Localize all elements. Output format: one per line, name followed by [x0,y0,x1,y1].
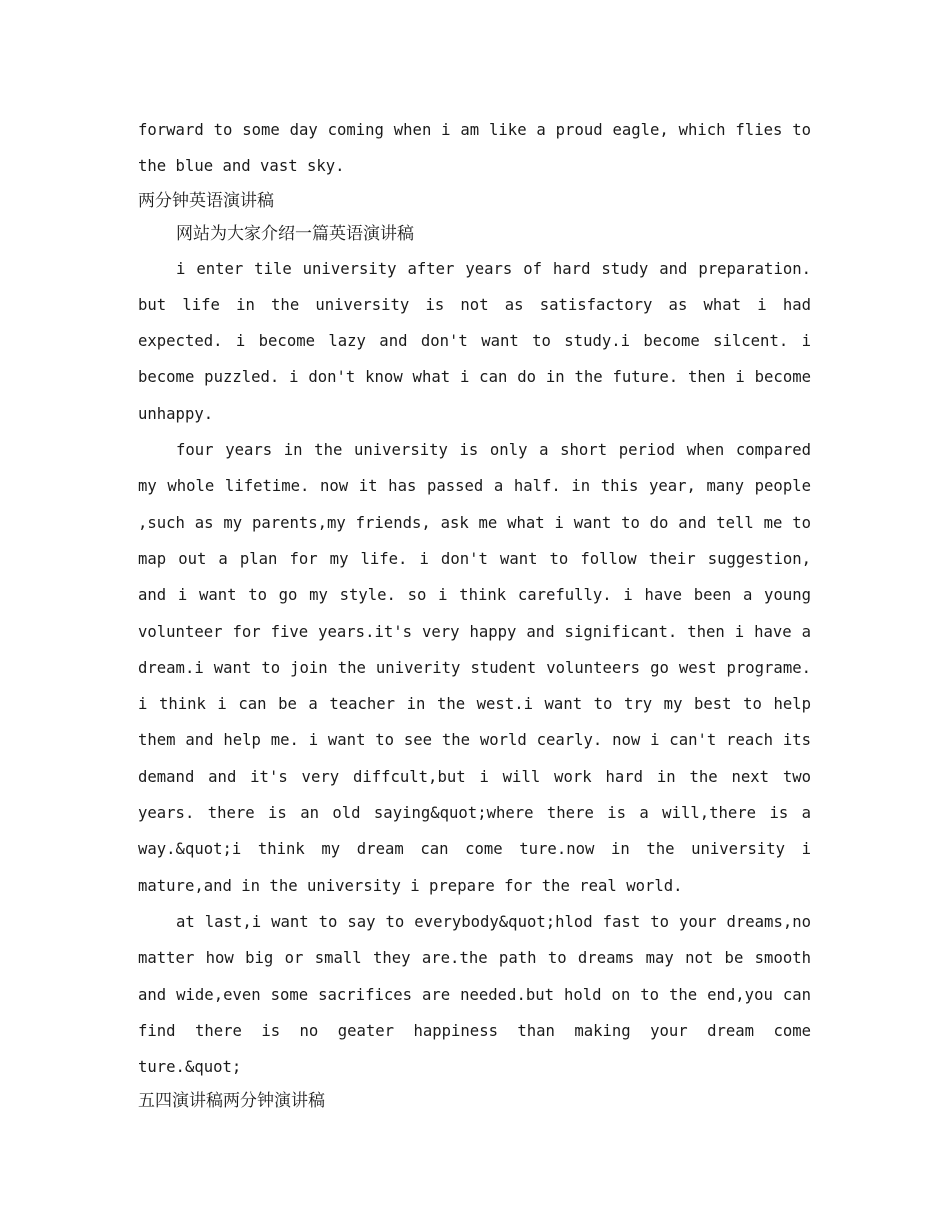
continued-paragraph: forward to some day coming when i am like a proud eagle, which flies to the blue and vast sky. [138,121,811,176]
section-heading: 两分钟英语演讲稿 [138,190,274,211]
body-paragraph-1: i enter tile university after years of hard study and preparation. but life in the university is not as satisfactory as what i had expected. i become lazy and don't want to study.i become silcent. i become puzzled. i don't know what i can do in the future. then i become unhappy. [138,259,811,423]
document-page [138,112,811,1118]
body-paragraph-3: at last,i want to say to everybody&quot;hlod fast to your dreams,no matter how big or small they are.the path to dreams may not be smooth and wide,even some sacrifices are needed.but hold on to the end,you can find there is no geater happiness than making your dream come ture.&quot; [138,912,811,1077]
next-section-heading: 五四演讲稿两分钟演讲稿 [138,1091,325,1112]
intro-line: 网站为大家介绍一篇英语演讲稿 [176,223,414,244]
body-paragraph-2: four years in the university is only a short period when compared my whole lifetime. now it has passed a half. in this year, many people ,such as my parents,my friends, ask me what i want to do and tell me to map out a plan for my life. i don't want to follow their suggestion, and i want to go my style. so i think carefully. i have been a young volunteer for five years.it's very happy and significant. then i have a dream.i want to join the univerity student volunteers go west programe. i think i can be a teacher in the west.i want to try my best to help them and help me. i want to see the world cearly. now i can't reach its demand and it's very diffcult,but i will work hard in the next two years. there is an old saying&quot;where there is a will,there is a way.&quot;i think my dream can come ture.now in the university i mature,and in the university i prepare for the real world. [138,441,811,895]
